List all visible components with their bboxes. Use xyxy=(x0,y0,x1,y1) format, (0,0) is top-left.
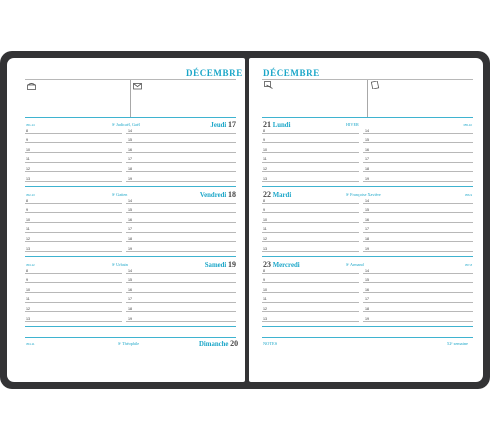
hour-label: 15 xyxy=(128,208,132,213)
time-slot-line[interactable] xyxy=(262,273,359,274)
saint-name: Sᵗ Gatien xyxy=(112,191,128,197)
time-slot-line[interactable] xyxy=(126,162,236,163)
time-slot-line[interactable] xyxy=(126,133,236,134)
time-slot-line[interactable] xyxy=(126,292,236,293)
time-slot-line[interactable] xyxy=(262,222,359,223)
time-slot-line[interactable] xyxy=(25,162,122,163)
time-slot-line[interactable] xyxy=(262,212,359,213)
day-heading xyxy=(210,120,236,129)
day-date: 22 xyxy=(263,189,271,199)
day-separator xyxy=(262,326,473,327)
hour-label: 16 xyxy=(365,217,369,222)
memo-divider xyxy=(130,80,131,117)
hour-label: 10 xyxy=(26,217,30,222)
time-slot-line[interactable] xyxy=(363,171,473,172)
hour-label: 12 xyxy=(26,166,30,171)
hour-label: 18 xyxy=(128,306,132,311)
sunday-day-number: 354-11 xyxy=(26,342,35,346)
time-slot-line[interactable] xyxy=(262,241,359,242)
time-slot-line[interactable] xyxy=(363,162,473,163)
day-of-year: 357-8 xyxy=(464,263,472,267)
saint-name: Sᵗ Judicaël, Gaël xyxy=(112,121,140,127)
notes-rule xyxy=(262,337,473,338)
day-separator xyxy=(25,326,236,327)
time-slot-line[interactable] xyxy=(262,171,359,172)
day-name: Mercredi xyxy=(272,261,300,269)
hour-label: 14 xyxy=(128,268,132,273)
day-heading xyxy=(200,190,236,199)
month-title-right: DÉCEMBRE xyxy=(263,68,320,78)
time-slot-line[interactable] xyxy=(25,142,122,143)
day-heading xyxy=(263,120,290,129)
day-date: 21 xyxy=(263,119,271,129)
hour-label: 9 xyxy=(26,278,28,283)
notepad-icon xyxy=(371,81,380,89)
time-slot-line[interactable] xyxy=(126,222,236,223)
time-slot-line[interactable] xyxy=(126,181,236,182)
time-slot-line[interactable] xyxy=(363,152,473,153)
day-name: Jeudi xyxy=(210,121,227,129)
sunday-saint: Sᵗ Théophile xyxy=(118,341,140,346)
hour-label: 17 xyxy=(365,227,369,232)
hour-label: 19 xyxy=(128,176,132,181)
left-page xyxy=(7,58,245,382)
hour-label: 11 xyxy=(263,227,267,232)
hour-label: 15 xyxy=(128,138,132,143)
day-of-year: 356-9 xyxy=(464,193,472,197)
time-slot-line[interactable] xyxy=(363,321,473,322)
time-slot-line[interactable] xyxy=(262,181,359,182)
time-slot-line[interactable] xyxy=(262,282,359,283)
web-icon xyxy=(264,81,273,89)
time-slot-line[interactable] xyxy=(262,251,359,252)
day-date: 17 xyxy=(228,119,236,129)
memo-bottom-rule xyxy=(25,117,236,118)
time-slot-line[interactable] xyxy=(126,142,236,143)
time-slot-line[interactable] xyxy=(126,212,236,213)
time-slot-line[interactable] xyxy=(25,152,122,153)
day-separator xyxy=(25,256,236,257)
time-slot-line[interactable] xyxy=(262,292,359,293)
saint-name: HIVER xyxy=(346,121,359,127)
time-slot-line[interactable] xyxy=(363,222,473,223)
time-slot-line[interactable] xyxy=(363,232,473,233)
day-of-year: 353-12 xyxy=(26,263,35,267)
time-slot-line[interactable] xyxy=(25,282,122,283)
time-slot-line[interactable] xyxy=(363,273,473,274)
time-slot-line[interactable] xyxy=(363,133,473,134)
time-slot-line[interactable] xyxy=(126,273,236,274)
time-slot-line[interactable] xyxy=(25,181,122,182)
saint-name: Sᵗ Urbain xyxy=(112,261,128,267)
hour-label: 12 xyxy=(263,306,267,311)
time-slot-line[interactable] xyxy=(363,142,473,143)
hour-label: 19 xyxy=(128,316,132,321)
time-slot-line[interactable] xyxy=(25,241,122,242)
hour-label: 8 xyxy=(263,198,265,203)
hour-label: 19 xyxy=(365,176,369,181)
saint-name: Sᵗ Armand xyxy=(346,261,364,267)
time-slot-line[interactable] xyxy=(262,311,359,312)
time-slot-line[interactable] xyxy=(126,171,236,172)
time-slot-line[interactable] xyxy=(25,251,122,252)
time-slot-line[interactable] xyxy=(126,251,236,252)
hour-label: 19 xyxy=(128,246,132,251)
hour-label: 8 xyxy=(26,198,28,203)
time-slot-line[interactable] xyxy=(262,142,359,143)
time-slot-line[interactable] xyxy=(126,232,236,233)
time-slot-line[interactable] xyxy=(126,282,236,283)
time-slot-line[interactable] xyxy=(262,133,359,134)
hour-label: 17 xyxy=(365,157,369,162)
day-heading xyxy=(263,260,300,269)
time-slot-line[interactable] xyxy=(25,292,122,293)
hour-label: 12 xyxy=(263,236,267,241)
phone-icon xyxy=(27,82,36,90)
hour-label: 13 xyxy=(263,246,267,251)
time-slot-line[interactable] xyxy=(25,133,122,134)
day-heading xyxy=(205,260,236,269)
hour-label: 18 xyxy=(128,236,132,241)
hour-label: 18 xyxy=(128,166,132,171)
day-name: Samedi xyxy=(204,261,227,269)
hour-label: 9 xyxy=(26,138,28,143)
hour-label: 11 xyxy=(26,227,30,232)
hour-label: 15 xyxy=(365,208,369,213)
time-slot-line[interactable] xyxy=(363,251,473,252)
hour-label: 17 xyxy=(128,297,132,302)
time-slot-line[interactable] xyxy=(25,232,122,233)
time-slot-line[interactable] xyxy=(25,171,122,172)
hour-label: 9 xyxy=(263,208,265,213)
memo-bottom-rule xyxy=(262,117,473,118)
hour-label: 10 xyxy=(263,147,267,152)
hour-label: 15 xyxy=(365,138,369,143)
hour-label: 14 xyxy=(365,198,369,203)
hour-label: 16 xyxy=(365,287,369,292)
hour-label: 12 xyxy=(26,236,30,241)
sunday-heading: Dimanche 20 xyxy=(199,339,239,348)
hour-label: 18 xyxy=(365,306,369,311)
day-name: Vendredi xyxy=(199,191,227,199)
hour-label: 12 xyxy=(263,166,267,171)
month-title-left: DÉCEMBRE xyxy=(186,68,243,78)
time-slot-line[interactable] xyxy=(126,203,236,204)
hour-label: 8 xyxy=(26,128,28,133)
hour-label: 12 xyxy=(26,306,30,311)
day-of-year: 352-13 xyxy=(26,193,35,197)
hour-label: 16 xyxy=(128,217,132,222)
hour-label: 13 xyxy=(263,316,267,321)
hour-label: 13 xyxy=(26,316,30,321)
hour-label: 10 xyxy=(263,217,267,222)
hour-label: 14 xyxy=(128,198,132,203)
day-date: 23 xyxy=(263,259,271,269)
hour-label: 16 xyxy=(128,287,132,292)
hour-label: 13 xyxy=(263,176,267,181)
hour-label: 10 xyxy=(26,287,30,292)
day-of-year: 355-10 xyxy=(463,123,472,127)
hour-label: 11 xyxy=(26,297,30,302)
time-slot-line[interactable] xyxy=(262,232,359,233)
time-slot-line[interactable] xyxy=(262,302,359,303)
time-slot-line[interactable] xyxy=(126,311,236,312)
hour-label: 8 xyxy=(263,128,265,133)
hour-label: 10 xyxy=(263,287,267,292)
hour-label: 13 xyxy=(26,176,30,181)
time-slot-line[interactable] xyxy=(363,241,473,242)
sunday-rule xyxy=(25,337,236,338)
time-slot-line[interactable] xyxy=(126,321,236,322)
hour-label: 19 xyxy=(365,316,369,321)
time-slot-line[interactable] xyxy=(126,241,236,242)
time-slot-line[interactable] xyxy=(262,321,359,322)
hour-label: 17 xyxy=(128,157,132,162)
hour-label: 16 xyxy=(365,147,369,152)
time-slot-line[interactable] xyxy=(25,212,122,213)
hour-label: 16 xyxy=(128,147,132,152)
time-slot-line[interactable] xyxy=(126,152,236,153)
hour-label: 19 xyxy=(365,246,369,251)
time-slot-line[interactable] xyxy=(363,302,473,303)
hour-label: 8 xyxy=(26,268,28,273)
hour-label: 11 xyxy=(26,157,30,162)
memo-divider xyxy=(367,80,368,117)
time-slot-line[interactable] xyxy=(363,292,473,293)
day-heading xyxy=(263,190,291,199)
hour-label: 9 xyxy=(263,138,265,143)
time-slot-line[interactable] xyxy=(262,162,359,163)
time-slot-line[interactable] xyxy=(262,152,359,153)
time-slot-line[interactable] xyxy=(126,302,236,303)
time-slot-line[interactable] xyxy=(25,311,122,312)
time-slot-line[interactable] xyxy=(363,181,473,182)
hour-label: 14 xyxy=(128,128,132,133)
time-slot-line[interactable] xyxy=(25,321,122,322)
time-slot-line[interactable] xyxy=(363,212,473,213)
saint-name: Sᵗ Françoise Xavière xyxy=(346,191,381,197)
day-name: Lundi xyxy=(272,121,291,129)
time-slot-line[interactable] xyxy=(363,282,473,283)
hour-label: 10 xyxy=(26,147,30,152)
hour-label: 9 xyxy=(263,278,265,283)
time-slot-line[interactable] xyxy=(25,273,122,274)
hour-label: 14 xyxy=(365,128,369,133)
day-separator xyxy=(262,186,473,187)
time-slot-line[interactable] xyxy=(363,203,473,204)
week-number: 52ᵉ semaine xyxy=(447,341,468,346)
hour-label: 11 xyxy=(263,297,267,302)
hour-label: 18 xyxy=(365,166,369,171)
hour-label: 15 xyxy=(365,278,369,283)
time-slot-line[interactable] xyxy=(25,302,122,303)
hour-label: 11 xyxy=(263,157,267,162)
hour-label: 17 xyxy=(128,227,132,232)
time-slot-line[interactable] xyxy=(25,203,122,204)
day-date: 18 xyxy=(228,189,236,199)
day-name: Mardi xyxy=(272,191,292,199)
hour-label: 13 xyxy=(26,246,30,251)
day-separator xyxy=(262,256,473,257)
hour-label: 17 xyxy=(365,297,369,302)
time-slot-line[interactable] xyxy=(363,311,473,312)
day-of-year: 351-14 xyxy=(26,123,35,127)
day-separator xyxy=(25,186,236,187)
notes-label: NOTES xyxy=(263,341,278,346)
mail-icon xyxy=(133,82,142,90)
hour-label: 18 xyxy=(365,236,369,241)
hour-label: 15 xyxy=(128,278,132,283)
hour-label: 9 xyxy=(26,208,28,213)
hour-label: 8 xyxy=(263,268,265,273)
time-slot-line[interactable] xyxy=(25,222,122,223)
time-slot-line[interactable] xyxy=(262,203,359,204)
hour-label: 14 xyxy=(365,268,369,273)
day-date: 19 xyxy=(228,259,236,269)
